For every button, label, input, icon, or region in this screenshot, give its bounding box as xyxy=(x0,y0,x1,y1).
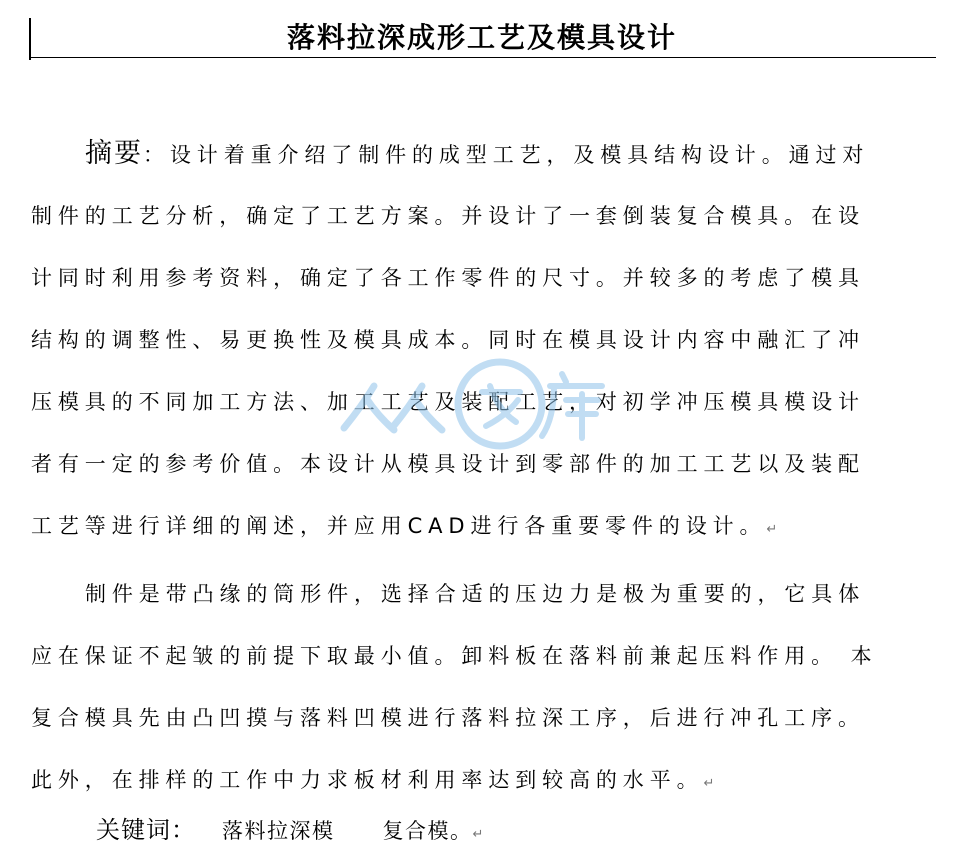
abstract-text-line-7: 工艺等进行详细的阐述，并应用CAD进行各重要零件的设计。 xyxy=(31,514,767,538)
body-line-4 xyxy=(31,749,931,811)
keywords-row xyxy=(96,808,483,852)
abstract-colon: ： xyxy=(143,143,170,167)
abstract-line-6: 者有一定的参考价值。本设计从模具设计到零部件的加工工艺以及装配 xyxy=(31,452,865,476)
abstract-line-2: 制件的工艺分析，确定了工艺方案。并设计了一套倒装复合模具。在设 xyxy=(31,204,865,228)
title-underline-rule xyxy=(31,57,936,58)
keyword-item: 落料拉深模 xyxy=(222,819,335,843)
body-line-2: 应在保证不起皱的前提下取最小值。卸料板在落料前兼起压料作用。 本 xyxy=(31,644,878,668)
body-text-line-1: 制件是带凸缘的筒形件，选择合适的压边力是极为重要的，它具体 xyxy=(85,582,866,606)
abstract-line-1 xyxy=(31,123,931,185)
body-paragraph-2 xyxy=(31,563,931,811)
paragraph-mark-icon: ↵ xyxy=(703,776,715,791)
abstract-line-7 xyxy=(31,495,931,557)
paragraph-mark-icon: ↵ xyxy=(472,827,484,842)
abstract-line-4: 结构的调整性、易更换性及模具成本。同时在模具设计内容中融汇了冲 xyxy=(31,328,865,352)
abstract-label: 摘要 xyxy=(85,138,143,169)
body-line-3: 复合模具先由凸凹摸与落料凹模进行落料拉深工序，后进行冲孔工序。 xyxy=(31,706,865,730)
abstract-line-3: 计同时利用参考资料，确定了各工作零件的尺寸。并较多的考虑了模具 xyxy=(31,266,865,290)
document-title: 落料拉深成形工艺及模具设计 xyxy=(286,21,677,54)
body-text-line-4: 此外，在排样的工作中力求板材利用率达到较高的水平。 xyxy=(31,768,704,792)
abstract-paragraph xyxy=(31,123,931,557)
keywords-label: 关键词： xyxy=(96,816,196,844)
paragraph-mark-icon: ↵ xyxy=(766,522,778,537)
body-line-1 xyxy=(31,563,931,625)
abstract-text-line-1: 设计着重介绍了制件的成型工艺，及模具结构设计。通过对 xyxy=(169,143,870,167)
abstract-line-5: 压模具的不同加工方法、加工工艺及装配工艺，对初学冲压模具模设计 xyxy=(31,390,865,414)
keyword-item: 复合模。 xyxy=(382,819,473,843)
